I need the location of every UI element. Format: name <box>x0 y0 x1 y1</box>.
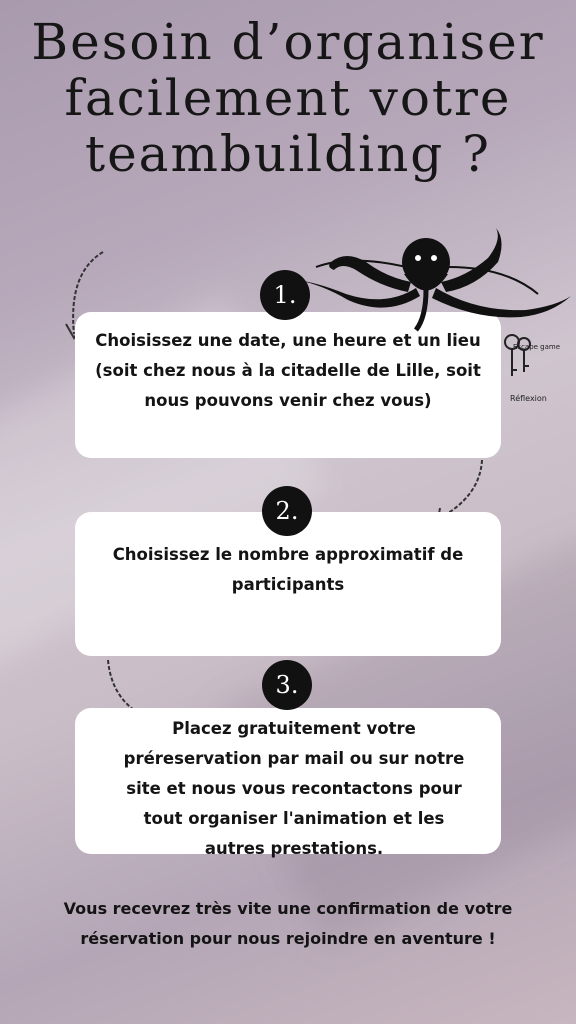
step-number-badge: 2. <box>262 486 312 536</box>
step-text: Choisissez une date, une heure et un lieu (soit chez nous à la citadelle de Lille, soit nous pouvons venir chez vous) <box>95 331 481 410</box>
title-line: teambuilding ? <box>84 125 491 183</box>
octopus-icon <box>276 222 576 332</box>
step-text: Placez gratuitement votre préreservation par mail ou sur notre site et nous vous recontactons pour tout organiser l'animation et les autres prestations. <box>123 719 465 858</box>
keys-icon <box>500 332 540 382</box>
step-card <box>75 312 501 458</box>
confirmation-text: Vous recevrez très vite une confirmation de votre réservation pour nous rejoindre en aventure ! <box>63 899 513 948</box>
page-title <box>0 14 576 182</box>
title-line: facilement votre <box>64 69 512 127</box>
step-number-badge: 1. <box>260 270 310 320</box>
step-number-badge: 3. <box>262 660 312 710</box>
logo-label: Réflexion <box>510 394 547 403</box>
logo-label: Escape game <box>513 343 561 351</box>
title-line: Besoin d’organiser <box>31 13 545 71</box>
step-card <box>75 708 501 858</box>
step-text: Choisissez le nombre approximatif de participants <box>112 545 464 594</box>
